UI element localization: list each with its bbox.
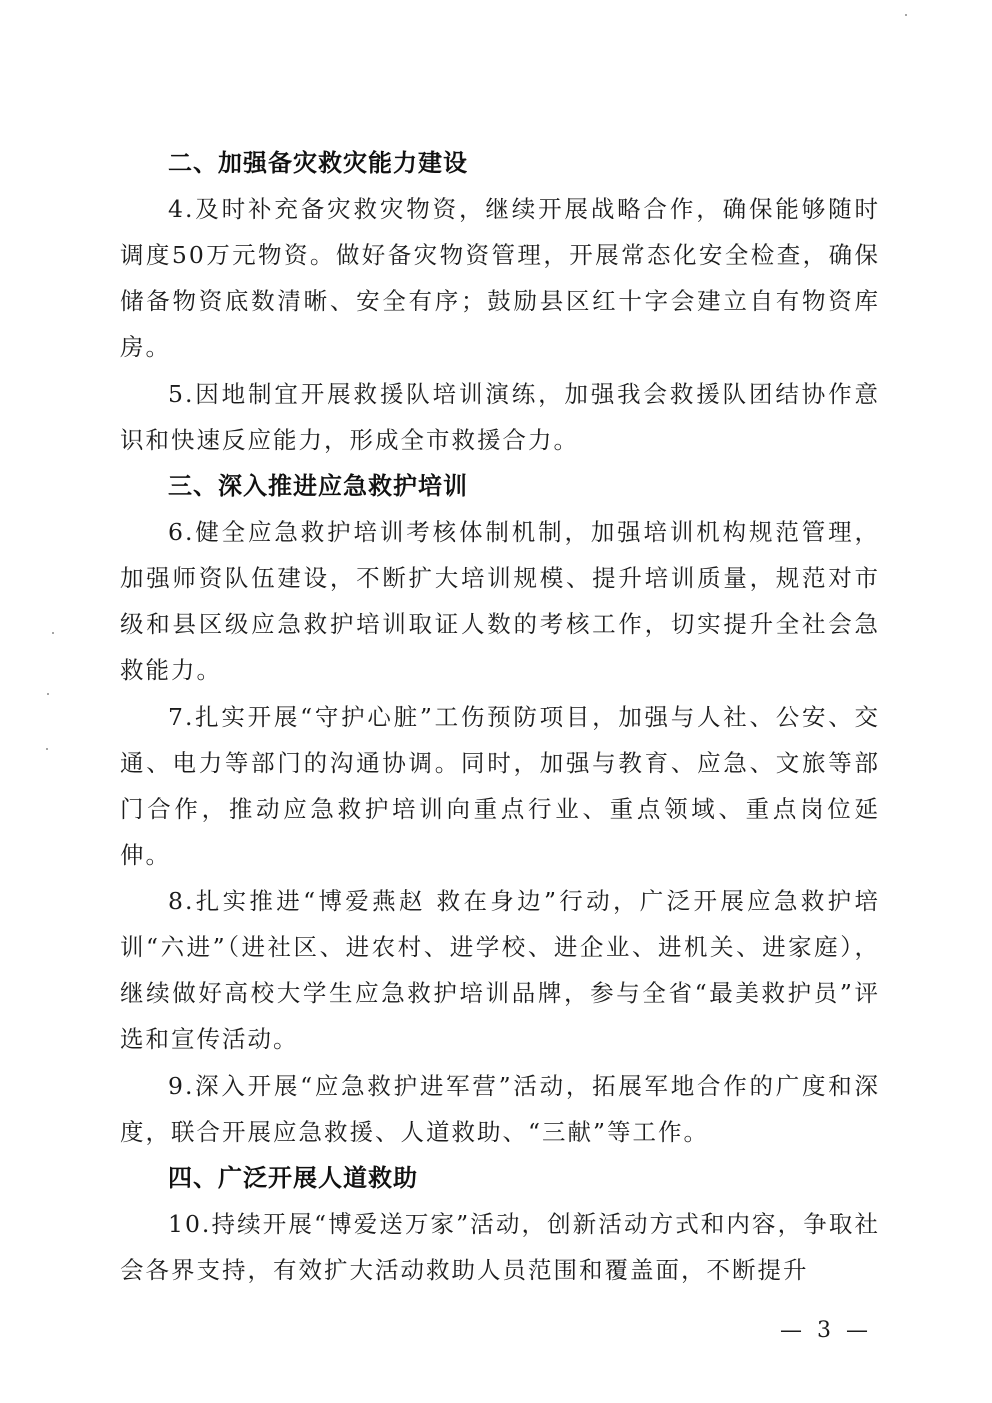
- page-number: — 3 —: [780, 1318, 872, 1343]
- scan-speck: [46, 748, 48, 750]
- section-heading: 二、加强备灾救灾能力建设: [168, 149, 468, 177]
- scan-speck: [52, 632, 54, 634]
- section-heading: 四、广泛开展人道救助: [168, 1164, 418, 1192]
- scan-speck: [905, 14, 907, 16]
- document-body: [120, 140, 880, 1294]
- section-heading: 三、深入推进应急救护培训: [168, 472, 468, 500]
- paragraph: 9.深入开展“应急救护进军营”活动，拓展军地合作的广度和深度，联合开展应急救援、人道救助、“三献”等工作。: [120, 1071, 880, 1146]
- paragraph: 6.健全应急救护培训考核体制机制，加强培训机构规范管理，加强师资队伍建设，不断扩大培训规模、提升培训质量，规范对市级和县区级应急救护培训取证人数的考核工作，切实提升全社会急救能力。: [120, 518, 880, 684]
- paragraph: 4.及时补充备灾救灾物资，继续开展战略合作，确保能够随时调度50万元物资。做好备灾物资管理，开展常态化安全检查，确保储备物资底数清晰、安全有序；鼓励县区红十字会建立自有物资库房。: [120, 195, 880, 361]
- scan-speck: [47, 693, 49, 695]
- paragraph: 7.扎实开展“守护心脏”工伤预防项目，加强与人社、公安、交通、电力等部门的沟通协调。同时，加强与教育、应急、文旅等部门合作，推动应急救护培训向重点行业、重点领域、重点岗位延伸。: [120, 702, 880, 869]
- paragraph: 8.扎实推进“博爱燕赵 救在身边”行动，广泛开展应急救护培训“六进”（进社区、进农村、进学校、进企业、进机关、进家庭），继续做好高校大学生应急救护培训品牌，参与全省“最美救护员”评选和宣传活动。: [120, 887, 880, 1053]
- paragraph: 10.持续开展“博爱送万家”活动，创新活动方式和内容，争取社会各界支持，有效扩大活动救助人员范围和覆盖面，不断提升: [120, 1210, 880, 1284]
- paragraph: 5.因地制宜开展救援队培训演练，加强我会救援队团结协作意识和快速反应能力，形成全市救援合力。: [120, 379, 880, 454]
